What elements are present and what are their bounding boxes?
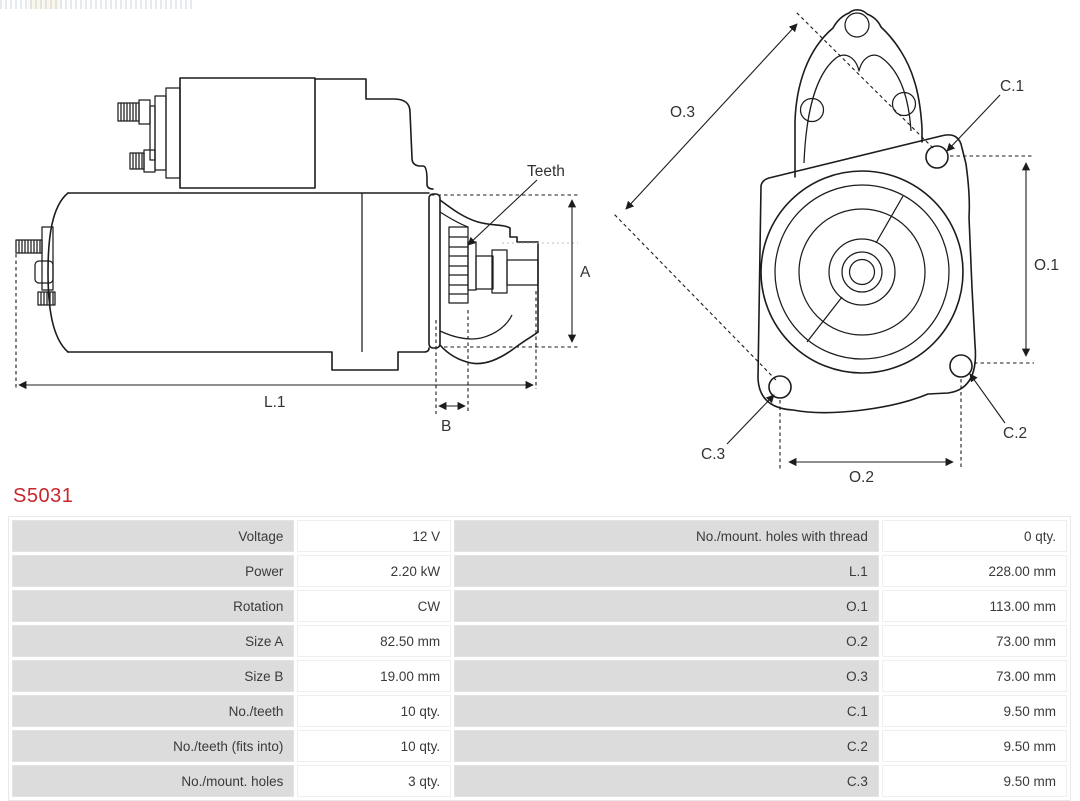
label-o2: O.2 xyxy=(849,469,874,486)
spec-value: 73.00 mm xyxy=(882,625,1067,657)
label-l1: L.1 xyxy=(264,394,286,411)
spec-label: O.3 xyxy=(454,660,879,692)
spec-label: No./teeth (fits into) xyxy=(12,730,294,762)
solenoid-body xyxy=(180,78,315,188)
table-row xyxy=(12,555,1067,587)
table-row xyxy=(12,695,1067,727)
spec-label: O.2 xyxy=(454,625,879,657)
spec-value: 73.00 mm xyxy=(882,660,1067,692)
spec-table xyxy=(8,516,1071,801)
spec-label: No./mount. holes with thread xyxy=(454,520,879,552)
hole-c1 xyxy=(926,146,948,168)
label-b: B xyxy=(441,418,452,435)
mounting-flange xyxy=(429,194,440,348)
table-row xyxy=(12,660,1067,692)
spec-label: C.2 xyxy=(454,730,879,762)
spec-value: 9.50 mm xyxy=(882,765,1067,797)
table-row xyxy=(12,765,1067,797)
front-view xyxy=(613,10,1059,486)
spec-label: No./mount. holes xyxy=(12,765,294,797)
spec-value: 228.00 mm xyxy=(882,555,1067,587)
spec-value: 3 qty. xyxy=(297,765,451,797)
solenoid-front xyxy=(795,10,922,177)
front-dimensions xyxy=(613,11,1059,486)
spec-label: Size A xyxy=(12,625,294,657)
label-o3: O.3 xyxy=(670,104,695,121)
motor-body xyxy=(48,193,429,370)
spec-label: C.3 xyxy=(454,765,879,797)
spec-value: 0 qty. xyxy=(882,520,1067,552)
spec-value: 12 V xyxy=(297,520,451,552)
spec-value: 113.00 mm xyxy=(882,590,1067,622)
label-c1: C.1 xyxy=(1000,78,1025,95)
label-a: A xyxy=(580,264,591,281)
spec-label: Voltage xyxy=(12,520,294,552)
side-dimensions xyxy=(16,163,591,435)
spec-value: 10 qty. xyxy=(297,695,451,727)
spec-value: 10 qty. xyxy=(297,730,451,762)
hole-c3 xyxy=(769,376,791,398)
spec-label: C.1 xyxy=(454,695,879,727)
spec-label: Size B xyxy=(12,660,294,692)
front-flange xyxy=(758,135,975,413)
spec-label: L.1 xyxy=(454,555,879,587)
part-code: S5031 xyxy=(13,485,74,507)
gear-housing-circles xyxy=(761,171,963,373)
hole-c2 xyxy=(950,355,972,377)
label-c3: C.3 xyxy=(701,446,726,463)
table-row xyxy=(12,625,1067,657)
side-view xyxy=(16,78,591,435)
spec-label: No./teeth xyxy=(12,695,294,727)
spec-label: O.1 xyxy=(454,590,879,622)
label-c2: C.2 xyxy=(1003,425,1028,442)
spec-value: 9.50 mm xyxy=(882,730,1067,762)
table-row xyxy=(12,590,1067,622)
spec-label: Rotation xyxy=(12,590,294,622)
spec-value: 82.50 mm xyxy=(297,625,451,657)
spec-value: 2.20 kW xyxy=(297,555,451,587)
table-row xyxy=(12,520,1067,552)
label-o1: O.1 xyxy=(1034,257,1059,274)
spec-value: 19.00 mm xyxy=(297,660,451,692)
label-teeth: Teeth xyxy=(527,163,565,180)
spec-value: CW xyxy=(297,590,451,622)
spec-label: Power xyxy=(12,555,294,587)
pinion-gear xyxy=(449,227,538,303)
spec-value: 9.50 mm xyxy=(882,695,1067,727)
table-row xyxy=(12,730,1067,762)
